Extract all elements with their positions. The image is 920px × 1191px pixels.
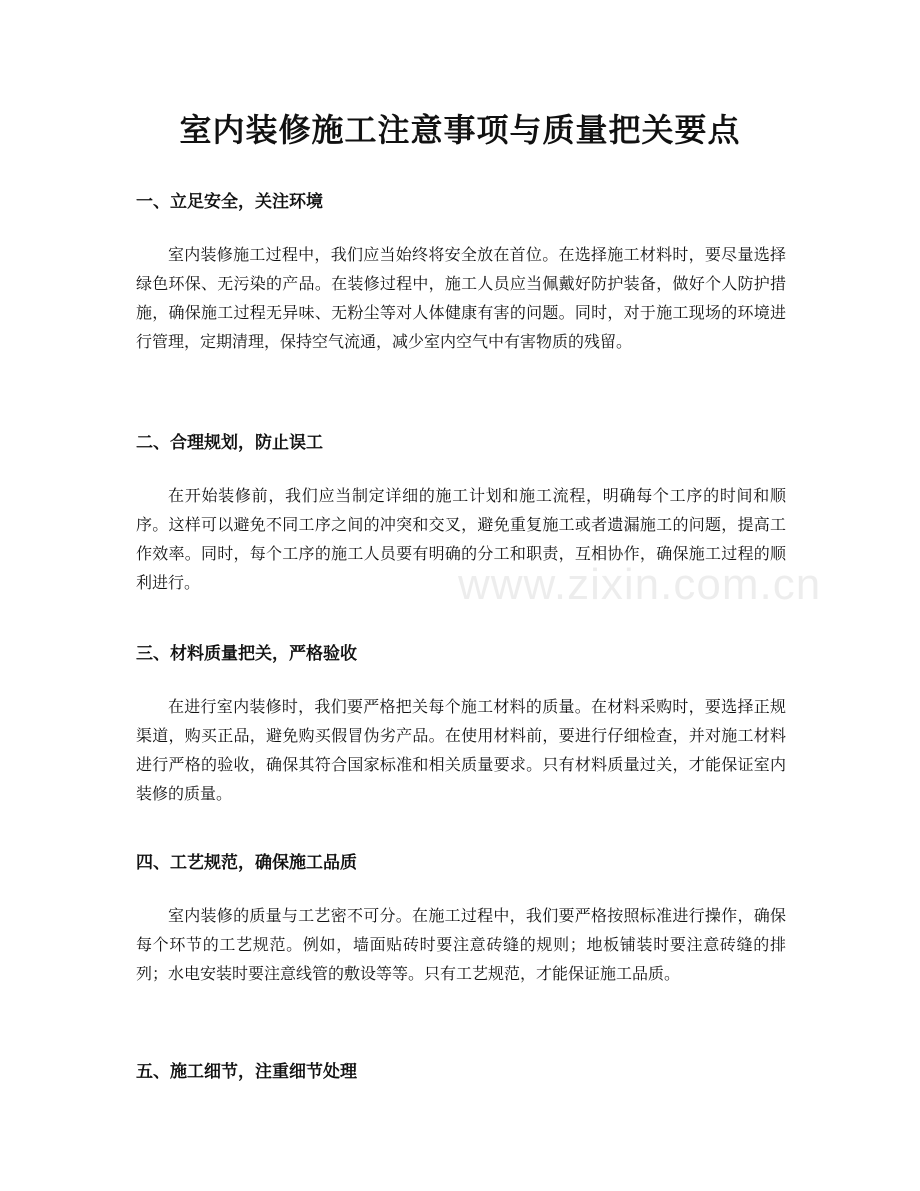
section-body: 在进行室内装修时，我们要严格把关每个施工材料的质量。在材料采购时，要选择正规渠道，购买正品，避免购买假冒伪劣产品。在使用材料前，要进行仔细检查，并对施工材料进行严格的验收，确保其符合国家标准和相关质量要求。只有材料质量过关，才能保证室内装修的质量。: [136, 697, 786, 803]
section-heading: 四、工艺规范，确保施工品质: [136, 853, 357, 873]
section-5: [136, 1060, 786, 1084]
section-heading: 三、材料质量把关，严格验收: [136, 644, 357, 664]
section-heading: 五、施工细节，注重细节处理: [136, 1062, 357, 1082]
page-title: 室内装修施工注意事项与质量把关要点: [179, 111, 741, 149]
section-body: 室内装修施工过程中，我们应当始终将安全放在首位。在选择施工材料时，要尽量选择绿色环保、无污染的产品。在装修过程中，施工人员应当佩戴好防护装备，做好个人防护措施，确保施工过程无异味、无粉尘等对人体健康有害的问题。同时，对于施工现场的环境进行管理，定期清理，保持空气流通，减少室内空气中有害物质的残留。: [136, 245, 786, 351]
section-2: [136, 431, 786, 597]
section-heading: 二、合理规划，防止误工: [136, 433, 323, 453]
section-heading: 一、立足安全，关注环境: [136, 192, 323, 212]
section-3: [136, 642, 786, 808]
watermark-text: www.zixin.com.cn: [458, 560, 822, 609]
section-4: [136, 851, 786, 988]
section-body: 在开始装修前，我们应当制定详细的施工计划和施工流程，明确每个工序的时间和顺序。这样可以避免不同工序之间的冲突和交叉，避免重复施工或者遗漏施工的问题，提高工作效率。同时，每个工序的施工人员要有明确的分工和职责，互相协作，确保施工过程的顺利进行。: [136, 486, 786, 592]
section-body: 室内装修的质量与工艺密不可分。在施工过程中，我们要严格按照标准进行操作，确保每个环节的工艺规范。例如，墙面贴砖时要注意砖缝的规则；地板铺装时要注意砖缝的排列；水电安装时要注意线管的敷设等等。只有工艺规范，才能保证施工品质。: [136, 906, 786, 983]
section-1: [136, 190, 786, 356]
